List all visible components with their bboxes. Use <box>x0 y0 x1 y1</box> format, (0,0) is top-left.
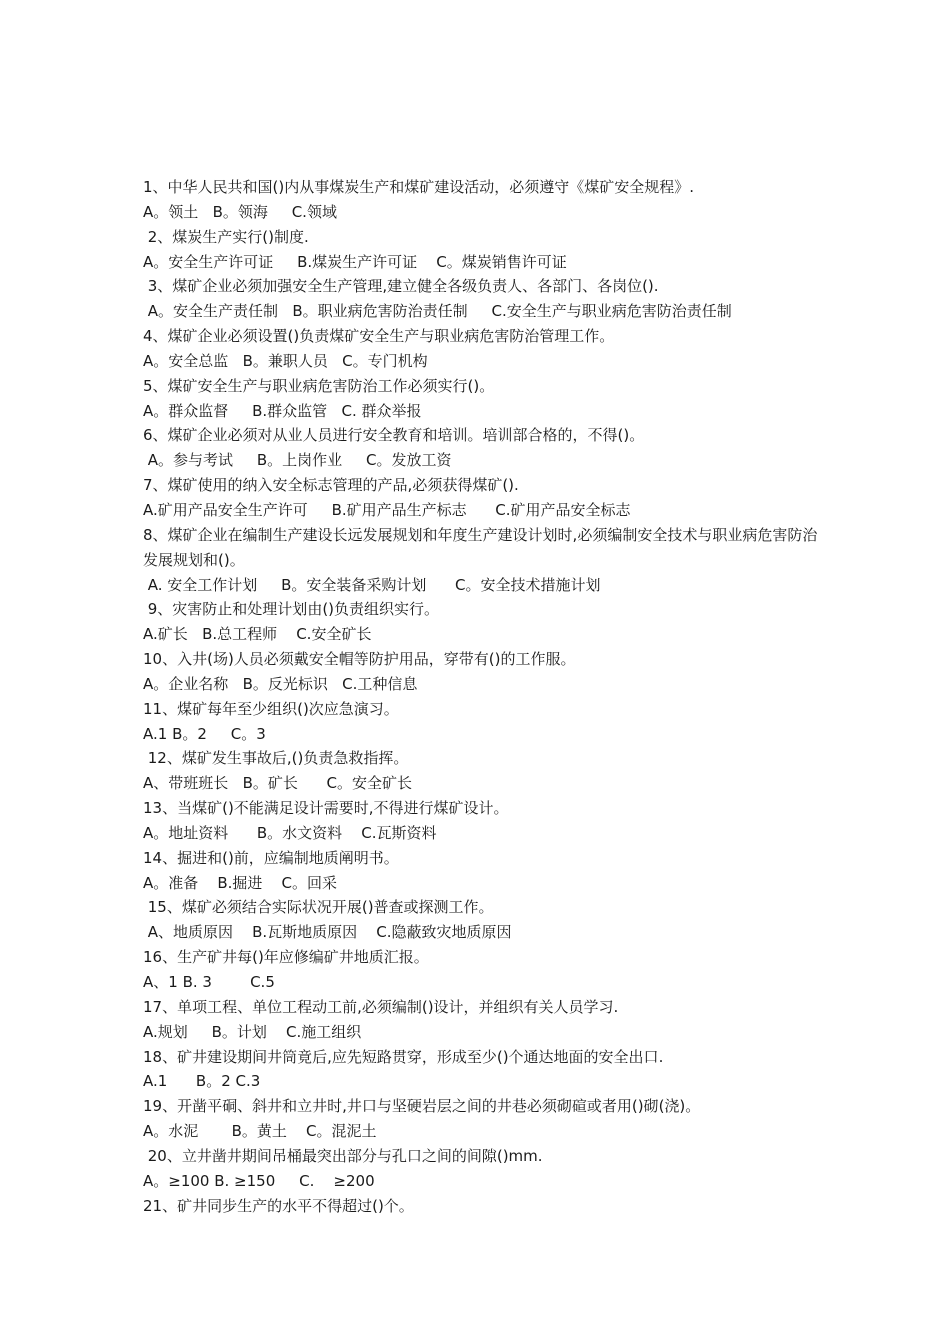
question-line: 13、当煤矿()不能满足设计需要时,不得进行煤矿设计。 <box>143 799 509 818</box>
answer-options-line: A.规划 B。计划 C.施工组织 <box>143 1022 362 1041</box>
answer-options-line: A. 安全工作计划 B。安全装备采购计划 C。安全技术措施计划 <box>143 575 601 594</box>
question-line: 1、中华人民共和国()内从事煤炭生产和煤矿建设活动，必须遵守《煤矿安全规程》. <box>143 178 695 196</box>
document-body <box>143 175 823 1218</box>
question-line: 20、立井凿井期间吊桶最突出部分与孔口之间的间隙()mm. <box>143 1146 543 1165</box>
answer-options-line: A、带班班长 B。矿长 C。安全矿长 <box>143 774 412 793</box>
question-line: 10、入井(场)人员必须戴安全帽等防护用品，穿带有()的工作服。 <box>143 650 576 669</box>
question-line: 8、煤矿企业在编制生产建设长远发展规划和年度生产建设计划时,必须编制安全技术与职业病危害防治发展规划和()。 <box>143 525 818 569</box>
question-line: 16、生产矿井每()年应修编矿井地质汇报。 <box>143 948 429 967</box>
question-line: 6、煤矿企业必须对从业人员进行安全教育和培训。培训部合格的，不得()。 <box>143 426 645 445</box>
answer-options-line: A。企业名称 B。反光标识 C.工种信息 <box>143 674 418 693</box>
question-line: 17、单项工程、单位工程动工前,必须编制()设计，并组织有关人员学习. <box>143 997 619 1016</box>
answer-options-line: A。安全生产许可证 B.煤炭生产许可证 C。煤炭销售许可证 <box>143 252 567 271</box>
question-line: 9、灾害防止和处理计划由()负责组织实行。 <box>143 600 440 619</box>
question-line: 15、煤矿必须结合实际状况开展()普查或探测工作。 <box>143 898 494 917</box>
answer-options-line: A。安全总监 B。兼职人员 C。专门机构 <box>143 351 428 370</box>
question-line: 5、煤矿安全生产与职业病危害防治工作必须实行()。 <box>143 376 495 395</box>
answer-options-line: A.1 B。2 C.3 <box>143 1072 261 1091</box>
answer-options-line: A。≥100 B. ≥150 C. ≥200 <box>143 1171 375 1190</box>
question-line: 14、掘进和()前，应编制地质阐明书。 <box>143 848 399 867</box>
answer-options-line: A.1 B。2 C。3 <box>143 724 266 743</box>
answer-options-line: A。地址资料 B。水文资料 C.瓦斯资料 <box>143 823 437 842</box>
question-line: 21、矿井同步生产的水平不得超过()个。 <box>143 1196 414 1215</box>
answer-options-line: A。准备 B.掘进 C。回采 <box>143 873 337 892</box>
question-line: 2、煤炭生产实行()制度. <box>143 227 309 246</box>
answer-options-line: A、地质原因 B.瓦斯地质原因 C.隐蔽致灾地质原因 <box>143 923 512 942</box>
question-line: 3、煤矿企业必须加强安全生产管理,建立健全各级负责人、各部门、各岗位(). <box>143 277 659 296</box>
answer-options-line: A。参与考试 B。上岗作业 C。发放工资 <box>143 451 452 470</box>
answer-options-line: A.矿用产品安全生产许可 B.矿用产品生产标志 C.矿用产品安全标志 <box>143 500 631 519</box>
question-line: 19、开凿平硐、斜井和立井时,井口与坚硬岩层之间的井巷必须砌碹或者用()砌(浇)。 <box>143 1097 701 1116</box>
question-line: 7、煤矿使用的纳入安全标志管理的产品,必须获得煤矿(). <box>143 476 519 495</box>
answer-options-line: A。安全生产责任制 B。职业病危害防治责任制 C.安全生产与职业病危害防治责任制 <box>143 302 732 321</box>
question-line: 18、矿井建设期间井筒竟后,应先短路贯穿，形成至少()个通达地面的安全出口. <box>143 1047 664 1066</box>
answer-options-line: A、1 B. 3 C.5 <box>143 973 275 991</box>
answer-options-line: A。领土 B。领海 C.领域 <box>143 202 337 221</box>
answer-options-line: A.矿长 B.总工程师 C.安全矿长 <box>143 625 372 644</box>
question-line: 12、煤矿发生事故后,()负责急救指挥。 <box>143 749 409 768</box>
question-line: 4、煤矿企业必须设置()负责煤矿安全生产与职业病危害防治管理工作。 <box>143 327 615 346</box>
answer-options-line: A。群众监督 B.群众监管 C. 群众举报 <box>143 401 422 420</box>
answer-options-line: A。水泥 B。黄土 C。混泥土 <box>143 1122 377 1141</box>
question-line: 11、煤矿每年至少组织()次应急演习。 <box>143 699 399 718</box>
